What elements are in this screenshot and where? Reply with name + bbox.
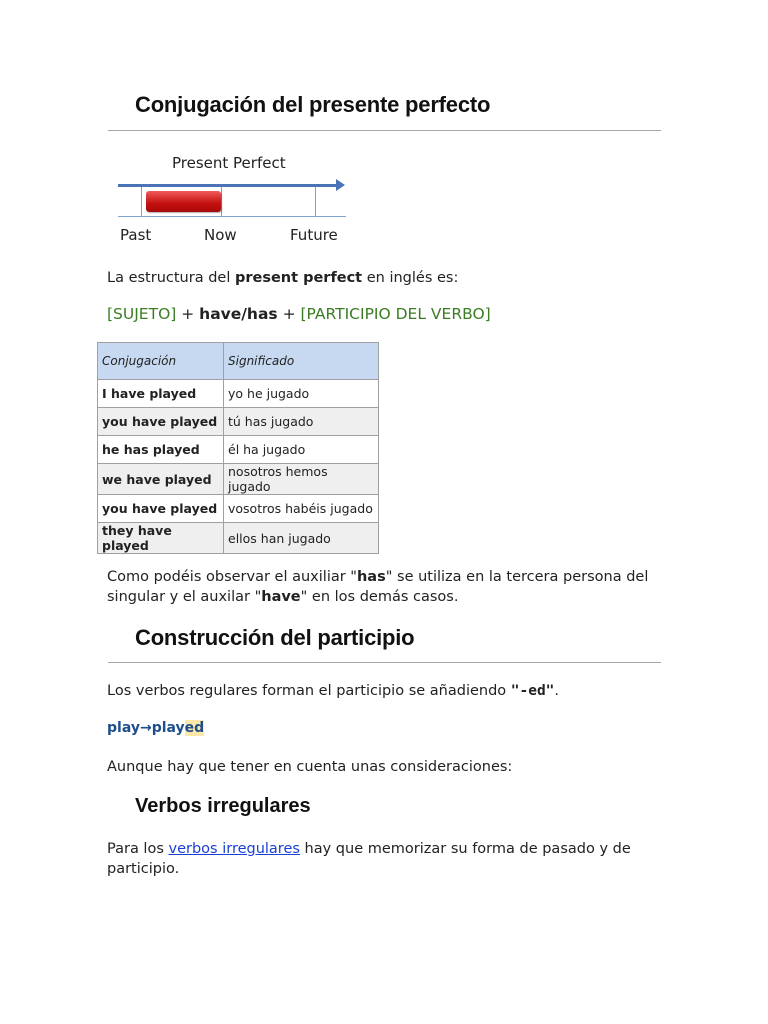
irregular-text-after: hay que memorizar su forma de pasado y de participio. (107, 841, 631, 877)
note-bold-have: have (261, 589, 301, 605)
table-cell-meaning: vosotros habéis jugado (224, 495, 379, 523)
auxiliary-note (107, 567, 667, 607)
table-row (98, 408, 379, 436)
timeline-label-past: Past (120, 226, 152, 244)
table-cell-conjugation: they have played (98, 523, 224, 554)
timeline-baseline (118, 216, 346, 217)
considerations-text: Aunque hay que tener en cuenta unas consideraciones: (107, 759, 513, 775)
present-perfect-timeline (108, 150, 358, 250)
table-cell-conjugation: you have played (98, 408, 224, 436)
note-text-1: Como podéis observar el auxiliar " (107, 569, 357, 585)
table-cell-meaning: tú has jugado (224, 408, 379, 436)
timeline-tick-future (315, 187, 316, 217)
timeline-duration-bar (146, 191, 221, 212)
structure-intro-bold: present perfect (234, 270, 363, 286)
irregular-verbs-text (107, 839, 667, 879)
note-bold-has: has (356, 569, 386, 585)
note-text-3: " en los demás casos. (300, 589, 459, 605)
regular-verbs-sentence: Los verbos regulares forman el participio se añadiendo (107, 683, 511, 699)
conjugation-table (97, 342, 379, 554)
structure-intro-before: La estructura del (107, 270, 235, 286)
table-cell-meaning: ellos han jugado (224, 523, 379, 554)
section-title-participio: Construcción del participio (135, 625, 415, 650)
table-row (98, 523, 379, 554)
table-cell-conjugation: I have played (98, 380, 224, 408)
timeline-axis (118, 184, 342, 187)
arrow-icon: → (139, 720, 152, 736)
table-row (98, 464, 379, 495)
ed-suffix: "-ed" (510, 683, 555, 699)
table-row (98, 436, 379, 464)
participle-example (107, 720, 204, 736)
note-text-2: " se utiliza en la tercera persona del singular y el auxilar " (107, 569, 649, 605)
formula-plus: + (176, 305, 200, 323)
table-header-row (98, 343, 379, 380)
timeline-arrow-icon (336, 179, 345, 191)
table-cell-meaning: nosotros hemos jugado (224, 464, 379, 495)
irregular-text-before: Para los (107, 841, 169, 857)
timeline-label-now: Now (204, 226, 237, 244)
example-base-verb: play (107, 720, 140, 736)
section-divider (108, 662, 661, 663)
structure-formula (107, 305, 491, 323)
formula-subject: [SUJETO] (107, 305, 177, 323)
example-stem: play (151, 720, 185, 736)
structure-intro (107, 268, 667, 288)
formula-plus: + (277, 305, 301, 323)
table-row (98, 380, 379, 408)
table-cell-conjugation: you have played (98, 495, 224, 523)
table-cell-meaning: yo he jugado (224, 380, 379, 408)
timeline-tick-past (141, 187, 142, 217)
section-title-conjugacion: Conjugación del presente perfecto (135, 92, 491, 117)
timeline-label-future: Future (290, 226, 338, 244)
regular-verbs-text (107, 681, 667, 701)
formula-participle: [PARTICIPIO DEL VERBO] (300, 305, 491, 323)
table-cell-conjugation: we have played (98, 464, 224, 495)
structure-intro-after: en inglés es: (362, 270, 459, 286)
timeline-tick-now (221, 187, 222, 217)
irregular-verbs-link[interactable]: verbos irregulares (168, 841, 300, 857)
table-header-conjugacion: Conjugación (98, 343, 224, 380)
table-header-significado: Significado (224, 343, 379, 380)
regular-verbs-end: . (554, 683, 560, 699)
formula-aux: have/has (199, 305, 278, 323)
table-cell-meaning: él ha jugado (224, 436, 379, 464)
section-title-irregulares: Verbos irregulares (135, 795, 311, 817)
table-row (98, 495, 379, 523)
table-cell-conjugation: he has played (98, 436, 224, 464)
example-suffix-highlight: ed (184, 720, 205, 736)
section-divider (108, 130, 661, 131)
timeline-title: Present Perfect (172, 154, 286, 172)
